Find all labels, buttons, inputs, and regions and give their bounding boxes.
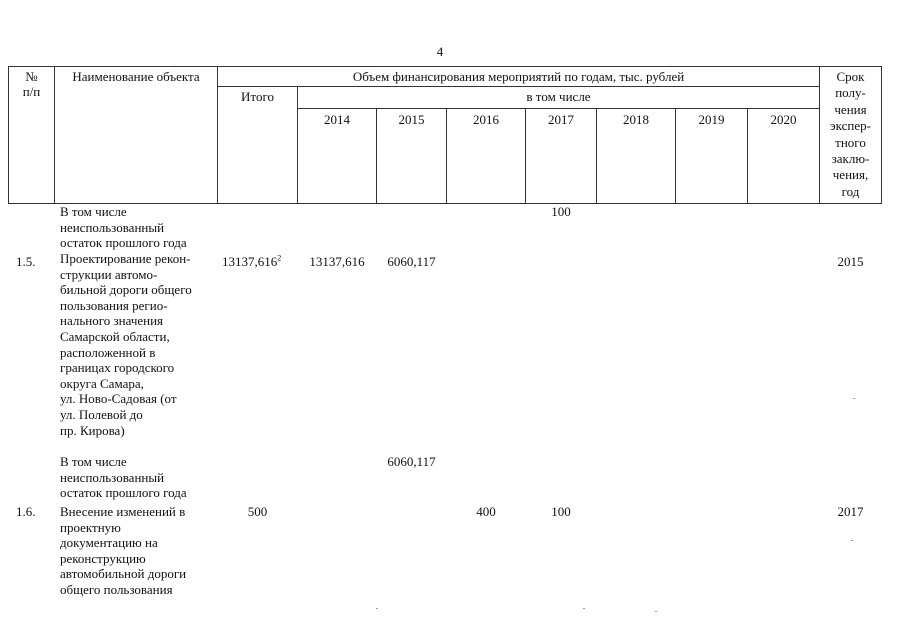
- row-name: Проектирование рекон- струкции автомо- бильной дороги общего пользования регио- нального значения Самарской области, расположенной в границах городского округа Самара, ул. Ново-Садовая (от ул. Полевой до пр. Кирова): [60, 251, 192, 438]
- row-y2016: 400: [476, 504, 496, 519]
- scan-speck: [655, 611, 657, 612]
- row-num: 1.5.: [16, 254, 36, 269]
- header-year-2019: 2019: [698, 112, 725, 127]
- header-year-2014: 2014: [324, 112, 350, 127]
- row-deadline: 2015: [837, 254, 864, 269]
- header-col-divider: [217, 66, 218, 204]
- row-total-value: 13137,616: [222, 254, 278, 269]
- row-total-footnote: 2: [277, 253, 282, 263]
- table-header: [8, 66, 882, 204]
- row-total: 500: [247, 504, 268, 519]
- header-year-2016: 2016: [473, 112, 499, 127]
- header-including: в том числе: [526, 89, 591, 104]
- page-number: 4: [436, 44, 444, 59]
- header-deadline: Срок полу- чения экспер- тного заклю- чения, год: [830, 69, 871, 199]
- header-financing: Объем финансирования мероприятий по годам, тыс. рублей: [352, 69, 685, 84]
- header-right-border: [881, 66, 882, 204]
- header-name: Наименование объекта: [72, 69, 200, 84]
- row-deadline: 2017: [837, 504, 864, 519]
- header-col-divider: [54, 66, 55, 204]
- header-num: № п/п: [22, 69, 41, 99]
- scan-speck: [583, 608, 585, 609]
- header-financing-divider: [217, 86, 819, 87]
- header-total: Итого: [241, 89, 274, 104]
- header-top-border: [8, 66, 882, 67]
- row-y2015: 6060,117: [387, 454, 436, 469]
- row-total: [222, 254, 281, 270]
- scan-speck: [853, 398, 855, 399]
- header-year-2018: 2018: [623, 112, 649, 127]
- row-y2015: 6060,117: [387, 254, 436, 269]
- header-year-2017: 2017: [548, 112, 574, 127]
- row-y2017: 100: [551, 504, 571, 519]
- header-year-2020: 2020: [770, 112, 797, 127]
- scan-speck: [376, 608, 378, 609]
- row-name: В том числе неиспользованный остаток прошлого года: [60, 454, 187, 501]
- row-name: Внесение изменений в проектную документацию на реконструкцию автомобильной дороги общего пользования: [60, 504, 187, 597]
- row-num: 1.6.: [16, 504, 36, 519]
- scan-speck: [851, 540, 853, 541]
- row-name: В том числе неиспользованный остаток прошлого года: [60, 204, 187, 251]
- row-y2017: 100: [551, 204, 571, 219]
- row-y2014: 13137,616: [309, 254, 365, 269]
- header-year-2015: 2015: [398, 112, 425, 127]
